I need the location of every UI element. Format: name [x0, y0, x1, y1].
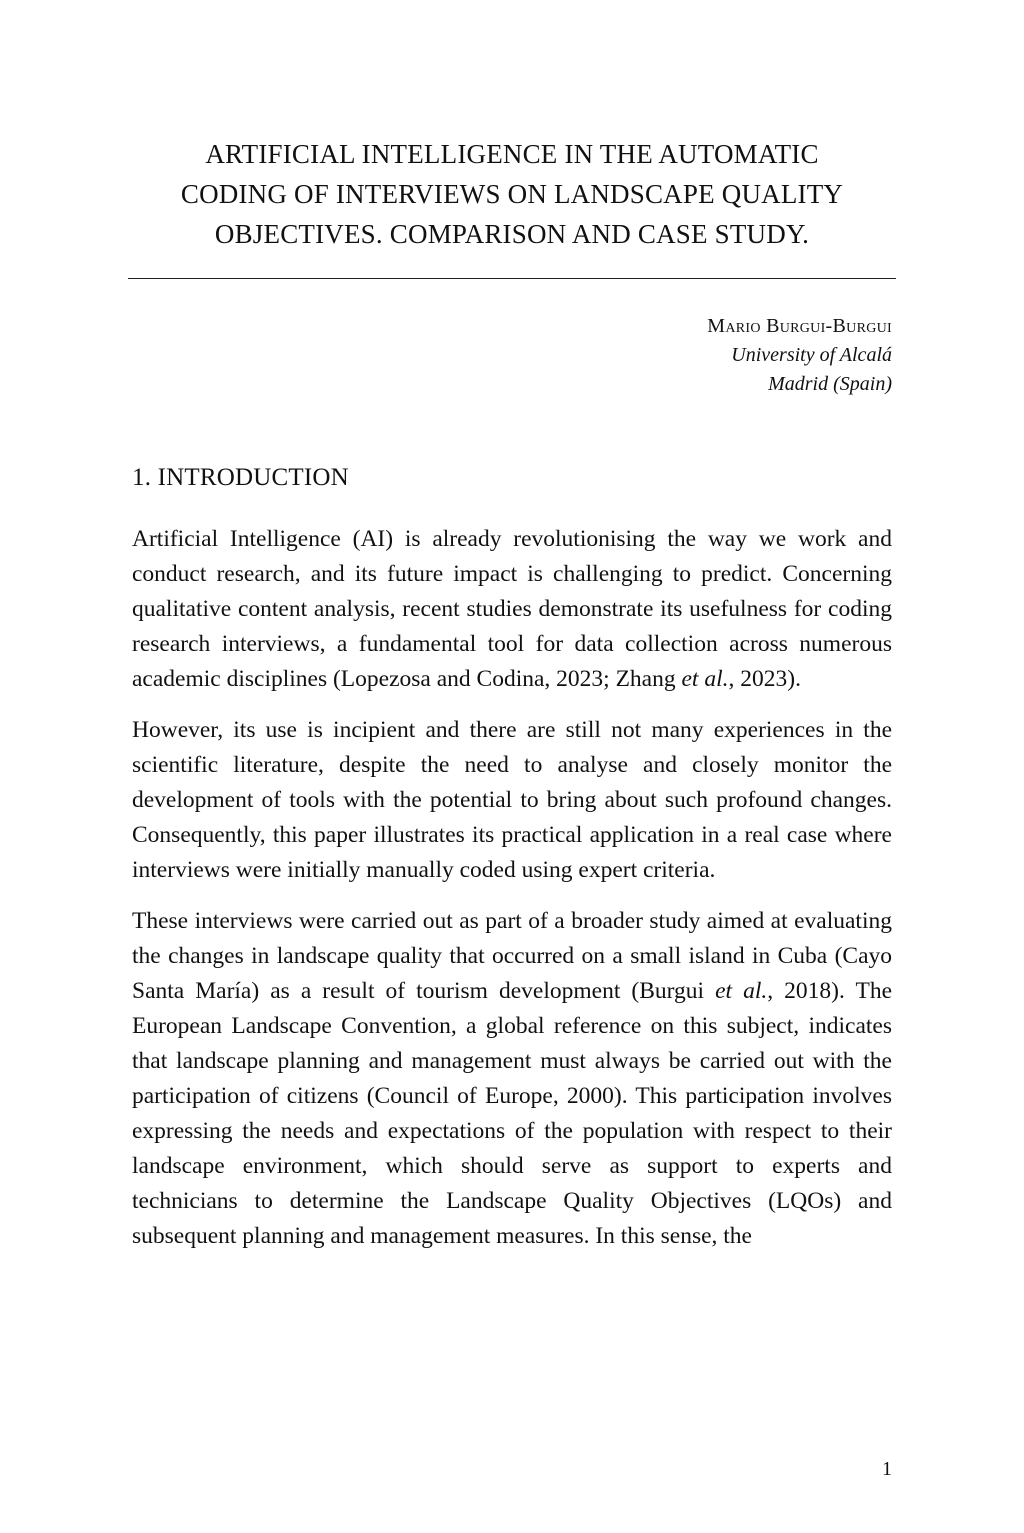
author-block [707, 312, 892, 399]
citation-etal: et al. [681, 666, 729, 692]
paragraph-text: ). [787, 666, 801, 692]
body-text [132, 522, 892, 1270]
paragraph-text: , [728, 666, 741, 692]
page-number: 1 [882, 1458, 892, 1480]
author-name: Mario Burgui-Burgui [707, 315, 892, 337]
title-line: OBJECTIVES. COMPARISON AND CASE STUDY. [214, 219, 810, 249]
paragraph-text: Artificial Intelligence (AI) is already revolutionising the way we work and conduct research, and its future impact is challenging to predict. Concerning qualitative content analysis, recent studies demonstrate its usefulness for coding research interviews, a fundamental tool for data collection across numerous academic disciplines (Lopezosa and Codina, [132, 526, 892, 692]
paragraph: However, its use is incipient and there are still not many experiences in the scientific literature, despite the need to analyse and closely monitor the development of tools with the potential to bring about such profound changes. Consequently, this paper illustrates its practical application in a real case where interviews were initially manually coded using expert criteria. [132, 717, 892, 883]
section-heading: 1. INTRODUCTION [132, 464, 349, 491]
paragraph-text: ; Zhang [603, 666, 682, 692]
paper-title [128, 134, 896, 254]
title-line: ARTIFICIAL INTELLIGENCE IN THE AUTOMATIC [205, 139, 819, 169]
title-line: CODING OF INTERVIEWS ON LANDSCAPE QUALITY [180, 179, 844, 209]
paragraph-text: , [767, 978, 785, 1004]
citation-year: 2023 [556, 666, 604, 692]
paragraph [132, 904, 892, 1254]
paragraph-text: These interviews were carried out as part of a broader study aimed at evaluating the changes in landscape quality that occurred on a small island in Cuba (Cayo Santa María) as a result of tourism development (Burgui [132, 908, 892, 1004]
citation-etal: et al. [715, 978, 768, 1004]
citation-year: 2018 [784, 978, 832, 1004]
title-divider [128, 278, 896, 279]
author-affiliation: University of Alcalá [731, 344, 892, 366]
paragraph-text: ). The European Landscape Convention, a global reference on this subject, indicates that landscape planning and management must always be carried out with the participation of citizens (Council of Europe, 2000). This participation involves expressing the needs and expectations of the population with respect to their landscape environment, which should serve as support to experts and technicians to determine the Landscape Quality Objectives (LQOs) and subsequent planning and management measures. In this sense, the [132, 978, 892, 1249]
author-location: Madrid (Spain) [768, 373, 892, 395]
citation-year: 2023 [740, 666, 788, 692]
paragraph [132, 522, 892, 697]
